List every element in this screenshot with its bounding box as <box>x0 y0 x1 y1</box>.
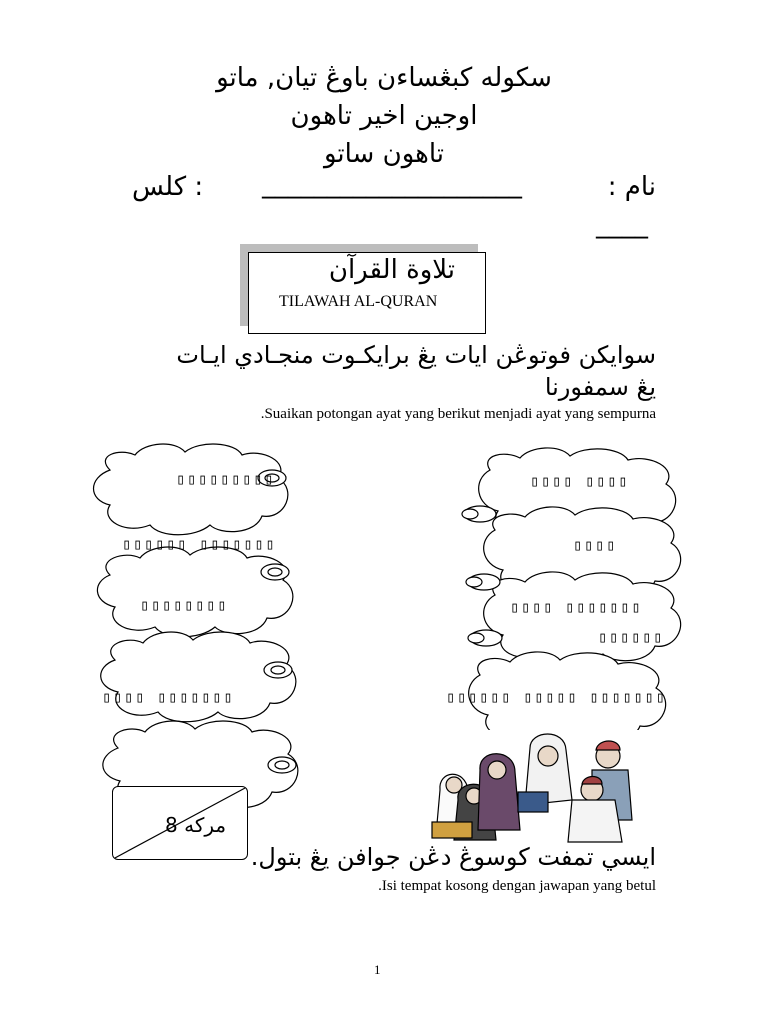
class-label: : کلس <box>132 172 204 202</box>
cloud-right-2-text: ▯▯▯▯ <box>573 536 618 554</box>
year-title: تاهون ساتو <box>323 139 445 169</box>
class-blank[interactable]: ____ <box>596 212 648 241</box>
cloud-left-1-text: ▯▯▯▯▯▯▯▯▯ <box>176 470 276 488</box>
cloud-right-3b-text: ▯▯▯▯▯▯ <box>598 628 665 646</box>
section-title-rumi: TILAWAH AL-QURAN <box>279 293 438 310</box>
section-title-jawi: تلاوة القرآن <box>328 255 455 285</box>
cloud-left-2-text: ▯▯▯▯▯▯ ▯▯▯▯▯▯▯ <box>122 535 277 553</box>
cloud-left-4-text: ▯▯▯▯ ▯▯▯▯▯▯▯ <box>102 688 235 706</box>
cloud-right-1-text: ▯▯▯▯ ▯▯▯▯ <box>530 472 630 490</box>
name-label: نام : <box>607 172 656 202</box>
score-box <box>112 786 248 860</box>
page-number: 1 <box>374 962 381 977</box>
name-blank[interactable]: ____________________ <box>262 172 522 201</box>
exam-title: اوجين اخير تاهون <box>290 101 478 131</box>
school-name: سکوله کبڠساءن باوڠ تيان, ماتو <box>216 63 552 93</box>
q1-instruction-rumi: .Suaikan potongan ayat yang berikut menjadi ayat yang sempurna <box>260 406 656 422</box>
cloud-right-4-text: ▯▯▯▯▯▯ ▯▯▯▯▯ ▯▯▯▯▯▯▯ <box>446 688 667 706</box>
q2-instruction-jawi: ايسي تمفت کوسوڠ دڠن جوافن يڠ بتول. <box>250 843 656 871</box>
score-label: مرکه 8 <box>165 813 227 837</box>
cloud-right-3-text: ▯▯▯▯ ▯▯▯▯▯▯▯ <box>510 598 643 616</box>
cloud-left-3-text: ▯▯▯▯▯▯▯▯ <box>140 596 229 614</box>
q1-instruction-line1: سوايکن فوتوڠن ايات يڠ برايکـوت منجـادي ايـات <box>176 341 656 369</box>
q2-instruction-rumi: .Isi tempat kosong dengan jawapan yang betul <box>378 878 656 894</box>
q1-instruction-line2: يڠ سمفورنا <box>544 373 656 401</box>
